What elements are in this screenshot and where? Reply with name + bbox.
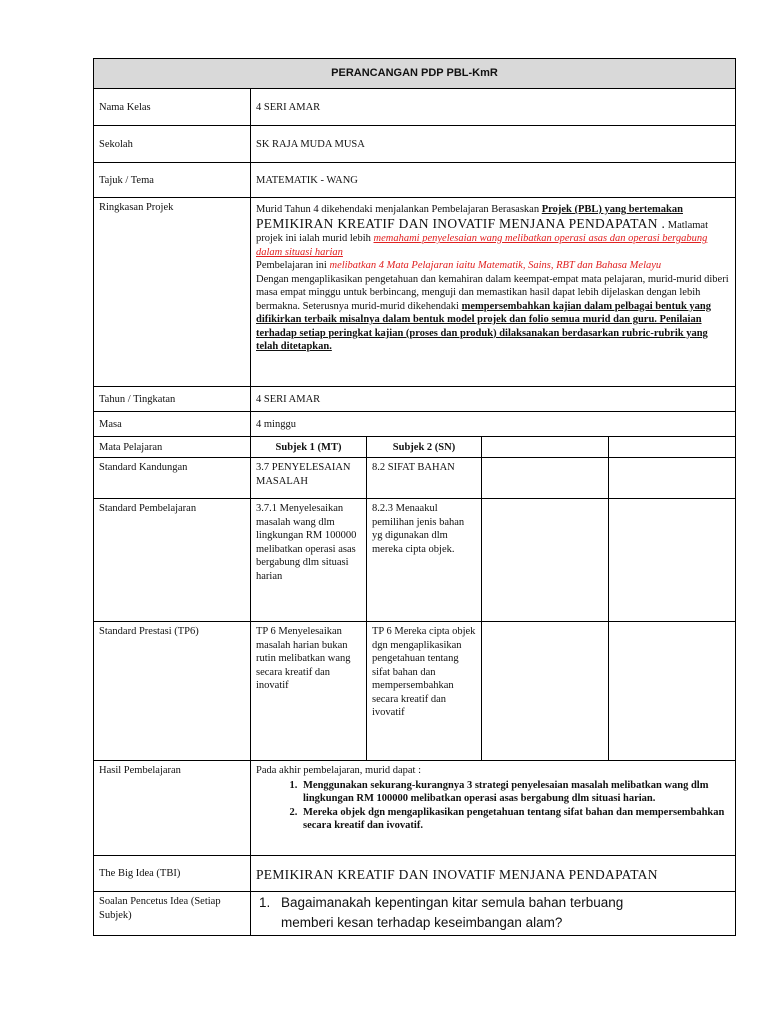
value-ringkasan bbox=[251, 198, 736, 387]
spr-subjek-3 bbox=[482, 622, 609, 761]
label-standard-pembelajaran: Standard Pembelajaran bbox=[94, 499, 251, 622]
sp-subjek-1: 3.7.1 Menyelesaikan masalah wang dlm lingkungan RM 100000 melibatkan operasi asas bergabung dlm situasi harian bbox=[251, 499, 367, 622]
header-subjek-1: Subjek 1 (MT) bbox=[251, 437, 367, 458]
hasil-list bbox=[256, 779, 730, 833]
soalan-line-2: memberi kesan terhadap keseimbangan alam? bbox=[281, 915, 563, 930]
value-nama-kelas: 4 SERI AMAR bbox=[251, 89, 736, 126]
row-nama-kelas bbox=[94, 89, 736, 126]
header-subjek-2: Subjek 2 (SN) bbox=[367, 437, 482, 458]
row-mata-pelajaran bbox=[94, 437, 736, 458]
ringkasan-paragraph-3: Dengan mengaplikasikan pengetahuan dan kemahiran dalam keempat-empat mata pelajaran, murid-murid diberi masa empat minggu untuk berbincang, menguji dan memastikan hasil dapat lebih dijelaskan dengan lebih bermakna. Seterusnya murid-murid dikehendaki mempersembahkan kajian dalam pelbagai bentuk yang difikirkan terbaik misalnya dalam bentuk model projek dan folio semua murid dan guru. Penilaian terhadap setiap peringkat kajian (proses dan produk) dilaksanakan berdasarkan rubric-rubrik yang telah ditetapkan. bbox=[256, 273, 729, 352]
row-hasil bbox=[94, 761, 736, 856]
ringkasan-paragraph-1: Murid Tahun 4 dikehendaki menjalankan Pembelajaran Berasaskan Projek (PBL) yang bertemakan PEMIKIRAN KREATIF DAN INOVATIF MENJANA PENDAPATAN . Matlamat projek ini ialah murid lebih memahami penyelesaian wang melibatkan operasi asas dan operasi bergabung dalam situasi harian bbox=[256, 204, 709, 258]
label-standard-prestasi: Standard Prestasi (TP6) bbox=[94, 622, 251, 761]
header-subjek-4 bbox=[609, 437, 736, 458]
sk-subjek-1: 3.7 PENYELESAIAN MASALAH bbox=[251, 458, 367, 499]
row-soalan bbox=[94, 892, 736, 936]
spr-subjek-4 bbox=[609, 622, 736, 761]
label-nama-kelas: Nama Kelas bbox=[94, 89, 251, 126]
row-sekolah bbox=[94, 126, 736, 163]
hasil-intro: Pada akhir pembelajaran, murid dapat : bbox=[256, 765, 422, 776]
label-big-idea: The Big Idea (TBI) bbox=[94, 856, 251, 892]
row-standard-prestasi bbox=[94, 622, 736, 761]
title-row bbox=[94, 59, 736, 89]
spr-subjek-2: TP 6 Mereka cipta objek dgn mengaplikasikan pengetahuan tentang sifat bahan dan mempersembahkan secara kreatif dan ivovatif bbox=[367, 622, 482, 761]
row-tajuk bbox=[94, 163, 736, 198]
value-masa: 4 minggu bbox=[251, 412, 736, 437]
header-subjek-3 bbox=[482, 437, 609, 458]
value-big-idea: PEMIKIRAN KREATIF DAN INOVATIF MENJANA PENDAPATAN bbox=[251, 856, 736, 892]
document-title: PERANCANGAN PDP PBL-KmR bbox=[94, 59, 736, 89]
hasil-item: 2. Mereka objek dgn mengaplikasikan pengetahuan tentang sifat bahan dan mempersembahkan secara kreatif dan ivovatif. bbox=[300, 806, 730, 833]
label-tajuk: Tajuk / Tema bbox=[94, 163, 251, 198]
hasil-item: 1. Menggunakan sekurang-kurangnya 3 strategi penyelesaian masalah melibatkan wang dlm lingkungan RM 100000 melibatkan operasi asas bergabung dlm situasi harian. bbox=[300, 779, 730, 806]
row-standard-pembelajaran bbox=[94, 499, 736, 622]
label-masa: Masa bbox=[94, 412, 251, 437]
sk-subjek-4 bbox=[609, 458, 736, 499]
lesson-plan-table bbox=[93, 58, 736, 936]
label-mata-pelajaran: Mata Pelajaran bbox=[94, 437, 251, 458]
label-ringkasan: Ringkasan Projek bbox=[94, 198, 251, 387]
label-sekolah: Sekolah bbox=[94, 126, 251, 163]
value-tahun: 4 SERI AMAR bbox=[251, 387, 736, 412]
value-tajuk: MATEMATIK - WANG bbox=[251, 163, 736, 198]
row-big-idea bbox=[94, 856, 736, 892]
spr-subjek-1: TP 6 Menyelesaikan masalah harian bukan rutin melibatkan wang secara kreatif dan inovatif bbox=[251, 622, 367, 761]
soalan-question bbox=[256, 893, 730, 933]
row-standard-kandungan bbox=[94, 458, 736, 499]
value-sekolah: SK RAJA MUDA MUSA bbox=[251, 126, 736, 163]
sk-subjek-2: 8.2 SIFAT BAHAN bbox=[367, 458, 482, 499]
value-soalan bbox=[251, 892, 736, 936]
sp-subjek-4 bbox=[609, 499, 736, 622]
ringkasan-paragraph-2: Pembelajaran ini melibatkan 4 Mata Pelajaran iaitu Matematik, Sains, RBT dan Bahasa Melayu bbox=[256, 260, 662, 271]
sp-subjek-2: 8.2.3 Menaakul pemilihan jenis bahan yg digunakan dlm mereka cipta objek. bbox=[367, 499, 482, 622]
soalan-line-1: Bagaimanakah kepentingan kitar semula bahan terbuang bbox=[281, 895, 624, 910]
row-masa bbox=[94, 412, 736, 437]
lesson-plan-document bbox=[93, 58, 735, 936]
soalan-number: 1. bbox=[259, 895, 271, 910]
label-tahun: Tahun / Tingkatan bbox=[94, 387, 251, 412]
label-soalan: Soalan Pencetus Idea (Setiap Subjek) bbox=[94, 892, 251, 936]
sp-subjek-3 bbox=[482, 499, 609, 622]
row-tahun bbox=[94, 387, 736, 412]
label-standard-kandungan: Standard Kandungan bbox=[94, 458, 251, 499]
value-hasil bbox=[251, 761, 736, 856]
row-ringkasan bbox=[94, 198, 736, 387]
label-hasil: Hasil Pembelajaran bbox=[94, 761, 251, 856]
sk-subjek-3 bbox=[482, 458, 609, 499]
